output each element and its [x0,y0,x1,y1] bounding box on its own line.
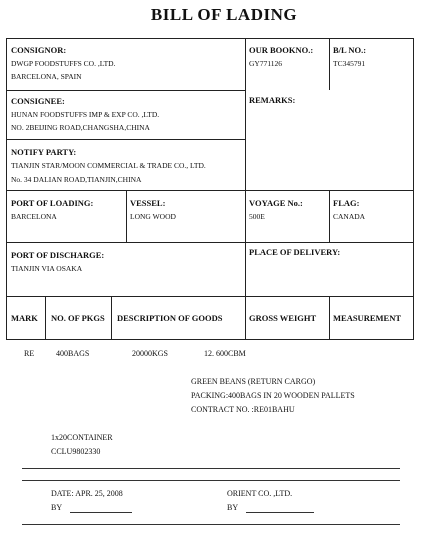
container-number: CCLU9802330 [51,447,101,456]
voyage-no-value: 500E [249,212,265,221]
divider [111,296,112,339]
port-of-loading-value: BARCELONA [11,212,57,221]
row-pkgs: 400BAGS [56,349,90,358]
notify-party-name: TIANJIN STAR/MOON COMMERCIAL & TRADE CO., LTD. [11,161,206,170]
signature-line-right [246,512,314,513]
by-label-left: BY [51,503,63,512]
vessel-label: VESSEL: [130,198,166,208]
divider [329,190,330,242]
by-label-right: BY [227,503,239,512]
consignee-label: CONSIGNEE: [11,96,65,106]
divider [7,296,413,297]
bl-no-value: TC345791 [333,59,366,68]
divider [329,296,330,339]
column-header-pkgs: NO. OF PKGS [51,313,105,323]
container-size: 1x20CONTAINER [51,433,113,442]
port-of-discharge-value: TIANJIN VIA OSAKA [11,264,83,273]
document-title: BILL OF LADING [150,5,298,24]
bottom-line [22,524,400,525]
goods-description: GREEN BEANS (RETURN CARGO) [191,377,316,386]
bill-of-lading-form [6,38,414,340]
vessel-value: LONG WOOD [130,212,176,221]
notify-party-label: NOTIFY PARTY: [11,147,77,157]
signature-line-left [70,512,132,513]
divider [329,39,330,90]
separator-line [22,468,400,469]
remarks-label: REMARKS: [249,95,296,105]
divider [7,190,413,191]
row-weight: 20000KGS [132,349,169,358]
bl-no-label: B/L NO.: [333,45,367,55]
row-mark: RE [24,349,35,358]
issue-date: DATE: APR. 25, 2008 [51,489,123,498]
flag-value: CANADA [333,212,366,221]
divider [7,242,413,243]
column-header-gross-weight: GROSS WEIGHT [249,313,317,323]
consignee-address: NO. 2BEIJING ROAD,CHANGSHA,CHINA [11,123,150,132]
book-no-value: GY771126 [249,59,283,68]
goods-contract-no: CONTRACT NO. :RE01BAHU [191,405,295,414]
port-of-discharge-label: PORT OF DISCHARGE: [11,250,105,260]
flag-label: FLAG: [333,198,360,208]
port-of-loading-label: PORT OF LOADING: [11,198,94,208]
consignor-name: DWGP FOODSTUFFS CO. ,LTD. [11,59,116,68]
divider [245,39,246,339]
issuing-company: ORIENT CO. ,LTD. [227,489,293,498]
row-measurement: 12. 600CBM [204,349,246,358]
divider [7,139,245,140]
column-header-description: DESCRIPTION OF GOODS [117,313,223,323]
separator-line [22,480,400,481]
consignee-name: HUNAN FOODSTUFFS IMP & EXP CO. ,LTD. [11,110,160,119]
notify-party-address: No. 34 DALIAN ROAD,TIANJIN,CHINA [11,175,142,184]
column-header-mark: MARK [11,313,38,323]
book-no-label: OUR BOOKNO.: [249,45,314,55]
divider [7,90,245,91]
divider [126,190,127,242]
divider [45,296,46,339]
goods-packing: PACKING:400BAGS IN 20 WOODEN PALLETS [191,391,355,400]
consignor-address: BARCELONA, SPAIN [11,72,82,81]
consignor-label: CONSIGNOR: [11,45,67,55]
column-header-measurement: MEASUREMENT [333,313,402,323]
voyage-no-label: VOYAGE No.: [249,198,303,208]
place-of-delivery-label: PLACE OF DELIVERY: [249,247,341,257]
